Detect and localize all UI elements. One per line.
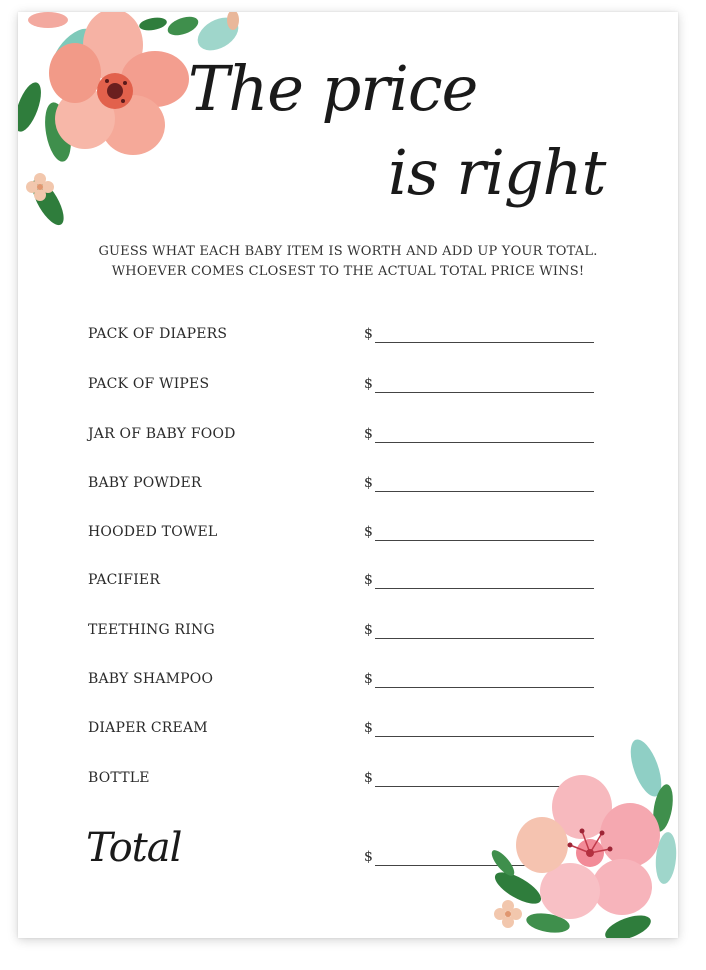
price-blank: [375, 736, 594, 737]
price-blank: [375, 491, 594, 492]
currency-symbol: $: [364, 770, 373, 786]
instructions-line-1: GUESS WHAT EACH BABY ITEM IS WORTH AND ADD UP YOUR TOTAL.: [98, 244, 598, 259]
total-label: Total: [86, 825, 182, 871]
title-line-2: is right: [388, 136, 606, 209]
list-item: [88, 426, 608, 448]
list-item: [88, 475, 608, 497]
item-label: PACK OF DIAPERS: [88, 326, 228, 342]
currency-symbol: $: [364, 376, 373, 392]
currency-symbol: $: [364, 720, 373, 736]
floral-corner-bottom-right: [478, 738, 678, 938]
list-item: [88, 671, 608, 693]
currency-symbol: $: [364, 475, 373, 491]
list-item: [88, 376, 608, 398]
currency-symbol: $: [364, 671, 373, 687]
item-label: JAR OF BABY FOOD: [88, 426, 236, 442]
list-item: [88, 572, 608, 594]
item-label: PACK OF WIPES: [88, 376, 210, 392]
price-blank: [375, 342, 594, 343]
item-label: BOTTLE: [88, 770, 150, 786]
item-label: BABY SHAMPOO: [88, 671, 214, 687]
currency-symbol: $: [364, 524, 373, 540]
game-card: [18, 12, 678, 938]
item-label: DIAPER CREAM: [88, 720, 208, 736]
price-blank: [375, 540, 594, 541]
price-blank: [375, 392, 594, 393]
currency-symbol: $: [364, 622, 373, 638]
currency-symbol: $: [364, 426, 373, 442]
item-label: HOODED TOWEL: [88, 524, 218, 540]
currency-symbol: $: [364, 849, 373, 865]
price-blank: [375, 588, 594, 589]
list-item: [88, 326, 608, 348]
title-line-1: The price: [188, 52, 478, 125]
currency-symbol: $: [364, 326, 373, 342]
list-item: [88, 524, 608, 546]
item-label: PACIFIER: [88, 572, 161, 588]
item-label: TEETHING RING: [88, 622, 215, 638]
item-label: BABY POWDER: [88, 475, 202, 491]
instructions-line-2: WHOEVER COMES CLOSEST TO THE ACTUAL TOTAL PRICE WINS!: [111, 264, 585, 279]
price-blank: [375, 638, 594, 639]
currency-symbol: $: [364, 572, 373, 588]
list-item: [88, 622, 608, 644]
price-blank: [375, 442, 594, 443]
price-blank: [375, 687, 594, 688]
